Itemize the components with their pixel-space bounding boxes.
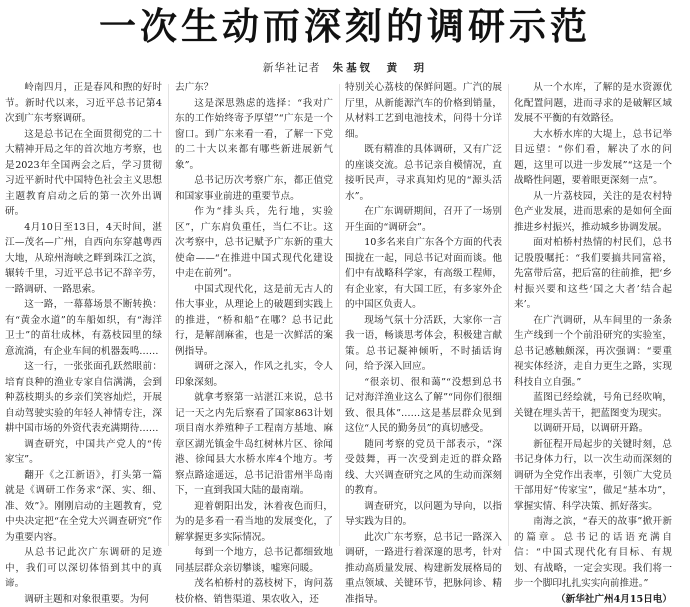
paragraph: 以调研开局，以调研开路。 [514, 421, 672, 437]
paragraph: 岭南四月，正是春风和煦的好时节。新时代以来，习近平总书记第4次到广东考察调研。 [5, 80, 162, 127]
paragraph: 这是总书记在全面贯彻党的二十大精神开局之年的首次地方考察，也是2023年全国两会之后，学习贯彻习近平新时代中国特色社会主义思想主题教育启动之后的第一次外出调研。 [5, 127, 162, 220]
paragraph: 既有精准的具体调研，又有广泛的座谈交流。总书记亲自模情况，直接听民声，寻求真知灼见的“源头活水”。 [345, 142, 502, 204]
paragraph: 从一个水库，了解的是水资源优化配置问题，进而寻求的是破解区域发展不平衡的有效路径。 [514, 80, 672, 127]
paragraph: 10多名来自广东各个方面的代表围拢在一起，同总书记对面而谈。他们中有战略科学家，有高级工程师，有企业家，有大国工匠，有多家外企的中国区负责人。 [345, 235, 502, 313]
paragraph: 南海之滨，“春天的故事”掀开新的篇章。总书记的话语充满自信：“中国式现代化有目标、有规划、有战略，一定会实现。我们将一步一个脚印扎扎实实向前推进。” [514, 514, 672, 592]
byline [0, 60, 690, 75]
column-divider [339, 84, 340, 546]
paragraph: 茂名柏桥村的荔枝树下，询问荔枝价格、销售渠道、果农收入，还 [175, 576, 333, 607]
paragraph: 这是深思熟虑的选择：“我对广东的工作始终寄予厚望”“广东是一个窗口。到广东来看一看，了解一下党的二十大以来都有哪些新进展新气象”。 [175, 96, 333, 174]
paragraph: 蓝图已经绘就，号角已经吹响，关键在埋头苦干，把蓝图变为现实。 [514, 390, 672, 421]
column-divider [508, 84, 509, 546]
paragraph: 这一路，一幕幕场景不断转换：有“黄金水道”的车船如织，有“海洋卫士”的苗壮成林，有荔枝园里的绿意流淌，有企业车间的机器轰鸣…… [5, 297, 162, 359]
paragraph: 就拿考察第一站湛江来说，总书记一天之内先后察看了国家863计划项目南水养殖种子工程南方基地、麻章区湖光镇金牛岛红树林片区、徐闻港、徐闻县大水桥水库4个地方。考察点路途遥远，总书记沿雷州半岛南下，一直到我国大陆的最南端。 [175, 390, 333, 499]
paragraph: 调查研究，中国共产党人的“传家宝”。 [5, 437, 162, 468]
paragraph: 作为“排头兵，先行地，实验区”，广东肩负重任，当仁不让。这次考察中，总书记赋予广东新的重大使命——“在推进中国式现代化建设中走在前列”。 [175, 204, 333, 282]
paragraph: 总书记历次考察广东，都正值党和国家事业前进的重要节点。 [175, 173, 333, 204]
byline-agency: 新华社记者 [263, 62, 321, 74]
paragraph: 大水桥水库的大堤上，总书记举目远望：“你们看，解决了水的问题，这里可以进一步发展”“这是一个战略性问题，要着眼更深刻一点”。 [514, 127, 672, 189]
paragraph: 中国式现代化，这是前无古人的伟大事业，从理论上的破题到实践上的推进，“桥和船”在哪？总书记此行，是解剖麻雀，也是一次鲜活的案例指导。 [175, 282, 333, 360]
paragraph: “很亲切、很和蔼”“没想到总书记对海洋渔业这么了解”“同你们很细致、很具体”……这是基层群众见到这位“人民的勤务员”的真切感受。 [345, 375, 502, 437]
article-column-2 [175, 80, 333, 550]
dateline: （新华社广州4月15日电） [514, 592, 672, 607]
paragraph: 迎着朝阳出发，沐着夜色而归，为的是多看一看当地的发展变化，了解掌握更多实际情况。 [175, 499, 333, 546]
paragraph: 在广汽调研，从车间里的一条条生产线到一个个前沿研究的实验室，总书记感触颇深，再次强调：“要重视实体经济，走自力更生之路，实现科技自立自强。” [514, 313, 672, 391]
paragraph: 面对柏桥村热情的村民们，总书记殷殷嘱托：“我们要搞共同富裕，先富带后富，把后富的往前推，把‘乡村振兴要和这些‘国之大者’结合起来’。 [514, 235, 672, 313]
paragraph: 此次广东考察，总书记一路深入调研，一路进行着深邃的思考，针对推动高质量发展、构建新发展格局的重点领域、关键环节，把脉问诊、精准指导。 [345, 530, 502, 607]
paragraph: 这一行，一张张面孔跃然眼前：培育良种的渔业专家自信满满，会到种荔枝期头的乡亲们笑容灿烂，开展自动驾驶实验的年轻人神情专注，深耕中国市场的外资代表充满期待…… [5, 359, 162, 437]
paragraph: 随同考察的党员干部表示，“深受鼓舞，再一次受到走近的群众路线、大兴调查研究之风的生动而深刻的教育。 [345, 437, 502, 499]
article-column-1 [5, 80, 162, 550]
article-column-3 [345, 80, 502, 550]
paragraph: 从一片荔枝园，关注的是农村特色产业发展，进而思索的是如何全面推进乡村振兴，推动城乡协调发展。 [514, 189, 672, 236]
paragraph: 4月10日至13日，4天时间，湛江—茂名—广州，自西向东穿越粤西大地，从琼州海峡之畔到珠江之滨，辗转千里，习近平总书记不辞辛劳，一路调研、一路思索。 [5, 220, 162, 298]
article-column-4 [514, 80, 672, 550]
byline-authors: 朱基钗 黄 玥 [333, 62, 428, 74]
headline: 一次生动而深刻的调研示范 [0, 4, 690, 50]
paragraph: 调研之深入，作风之扎实，令人印象深刻。 [175, 359, 333, 390]
paragraph: 从总书记此次广东调研的足迹中，我们可以深切体悟到其中的真谛。 [5, 545, 162, 592]
column-divider [168, 84, 169, 546]
paragraph: 在广东调研期间，召开了一场别开生面的“调研会”。 [345, 204, 502, 235]
paragraph: 去广东？ [175, 80, 333, 96]
paragraph: 特别关心荔枝的保鲜问题。广汽的展厅里，从新能源汽车的价格到销量，从材料工艺到电池技术，问得十分详细。 [345, 80, 502, 142]
paragraph: 翻开《之江新语》，打头第一篇就是《调研工作务求“深、实、细、准、效”》。刚刚启动的主题教育，党中央决定把“在全党大兴调查研究”作为重要内容。 [5, 468, 162, 546]
paragraph: 每到一个地方，总书记都细致地同基层群众亲切攀谈，嘘寒问暖。 [175, 545, 333, 576]
paragraph: 现场气氛十分活跃，大家你一言我一语，畅谈思考体会，积极建言献策。总书记凝神倾听，不时插话询问，给予深入回应。 [345, 313, 502, 375]
paragraph: 调研主题和对象很重要。为何 [5, 592, 162, 607]
paragraph: 新征程开局起步的关键时刻，总书记身体力行，以一次生动而深刻的调研为全党作出表率，引领广大党员干部用好“传家宝”，做足“基本功”，掌握实情、科学决策、抓好落实。 [514, 437, 672, 515]
paragraph: 调查研究，以问题为导向，以指导实践为目的。 [345, 499, 502, 530]
